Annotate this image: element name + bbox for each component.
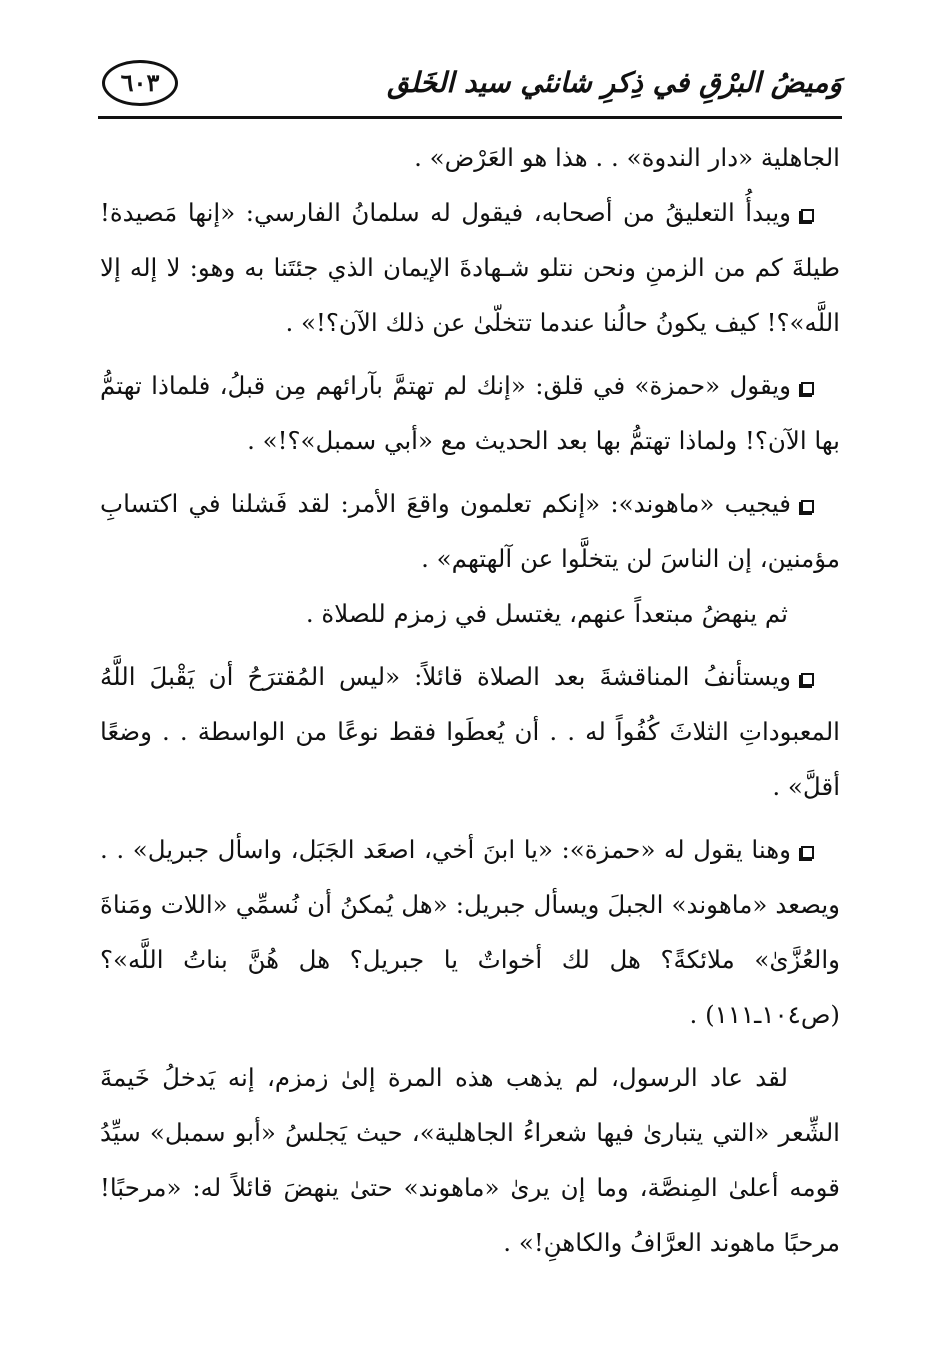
paragraph bbox=[100, 185, 840, 350]
paragraph-text: ويبدأُ التعليقُ من أصحابه، فيقول له سلمانُ الفارسي: «إنها مَصيدة! طيلةَ كم من الزمنِ ونحن نتلو شـهادةَ الإيمان الذي جئتَنا به وهو: لا إله إلا اللَّه»؟! كيف يكونُ حالُنا عندما تتخلّىٰ عن ذلك الآن؟!» . bbox=[100, 198, 840, 337]
paragraph bbox=[100, 476, 840, 586]
square-bullet-icon bbox=[801, 382, 814, 395]
paragraph bbox=[100, 358, 840, 468]
page-header bbox=[98, 58, 842, 120]
paragraph-text: ويستأنفُ المناقشةَ بعد الصلاة قائلاً: «ليس المُقترَحُ أن يَقْبلَ اللَّهُ المعبوداتِ الثلاثَ كُفُواً له . . أن يُعطَوا فقط نوعًا من الواسطة . . وضعًا أقلَّ» . bbox=[100, 662, 840, 801]
paragraph-text: فيجيب «ماهوند»: «إنكم تعلمون واقعَ الأمر: لقد فَشلنا في اكتسابِ مؤمنين، إن الناسَ لن يتخلَّوا عن آلهتهم» . bbox=[100, 489, 840, 573]
square-bullet-icon bbox=[801, 673, 814, 686]
paragraph-text: وهنا يقول له «حمزة»: «يا ابنَ أخي، اصعَد الجَبَل، واسأل جبريل» . . ويصعد «ماهوند» الجبلَ ويسأل جبريل: «هل يُمكنُ أن نُسمِّي «اللات ومَناةَ والعُزَّىٰ» ملائكةً؟ هل لك أخواتٌ يا جبريل؟ هل هُنَّ بناتُ اللَّه»؟ (ص١٠٤ـ١١١) . bbox=[100, 835, 840, 1029]
paragraph-text: لقد عاد الرسول، لم يذهب هذه المرة إلىٰ زمزم، إنه يَدخلُ خَيمةَ الشِّعر «التي يتبارىٰ فيها شعراءُ الجاهلية»، حيث يَجلسُ «أبو سمبل» سيِّدُ قومه أعلىٰ المِنصَّة، وما إن يرىٰ «ماهوند» حتىٰ ينهضَ قائلاً له: «مرحبًا! مرحبًا ماهوند العرَّافُ والكاهنِ!» . bbox=[100, 1063, 840, 1257]
paragraph-text: الجاهلية «دار الندوة» . . هذا هو العَرْض» . bbox=[414, 143, 840, 172]
square-bullet-icon bbox=[801, 500, 814, 513]
paragraph bbox=[100, 822, 840, 1042]
paragraph bbox=[100, 649, 840, 814]
page-number-badge: ٦٠٣ bbox=[102, 60, 178, 106]
body-text bbox=[100, 130, 840, 1270]
square-bullet-icon bbox=[801, 846, 814, 859]
paragraph bbox=[100, 586, 840, 641]
paragraph bbox=[100, 130, 840, 185]
square-bullet-icon bbox=[801, 209, 814, 222]
paragraph bbox=[100, 1050, 840, 1270]
paragraph-text: ويقول «حمزة» في قلق: «إنك لم تهتمَّ بآرائهم مِن قبلُ، فلماذا تهتمُّ بها الآن؟! ولماذا تهتمُّ بها بعد الحديث مع «أبي سمبل»؟!» . bbox=[100, 371, 840, 455]
running-title: وَميضُ البرْقِ في ذِكرِ شانئي سيد الخَلق bbox=[387, 66, 842, 99]
paragraph-text: ثم ينهضُ مبتعداً عنهم، يغتسل في زمزم للصلاة . bbox=[305, 599, 788, 628]
header-divider bbox=[98, 116, 842, 119]
